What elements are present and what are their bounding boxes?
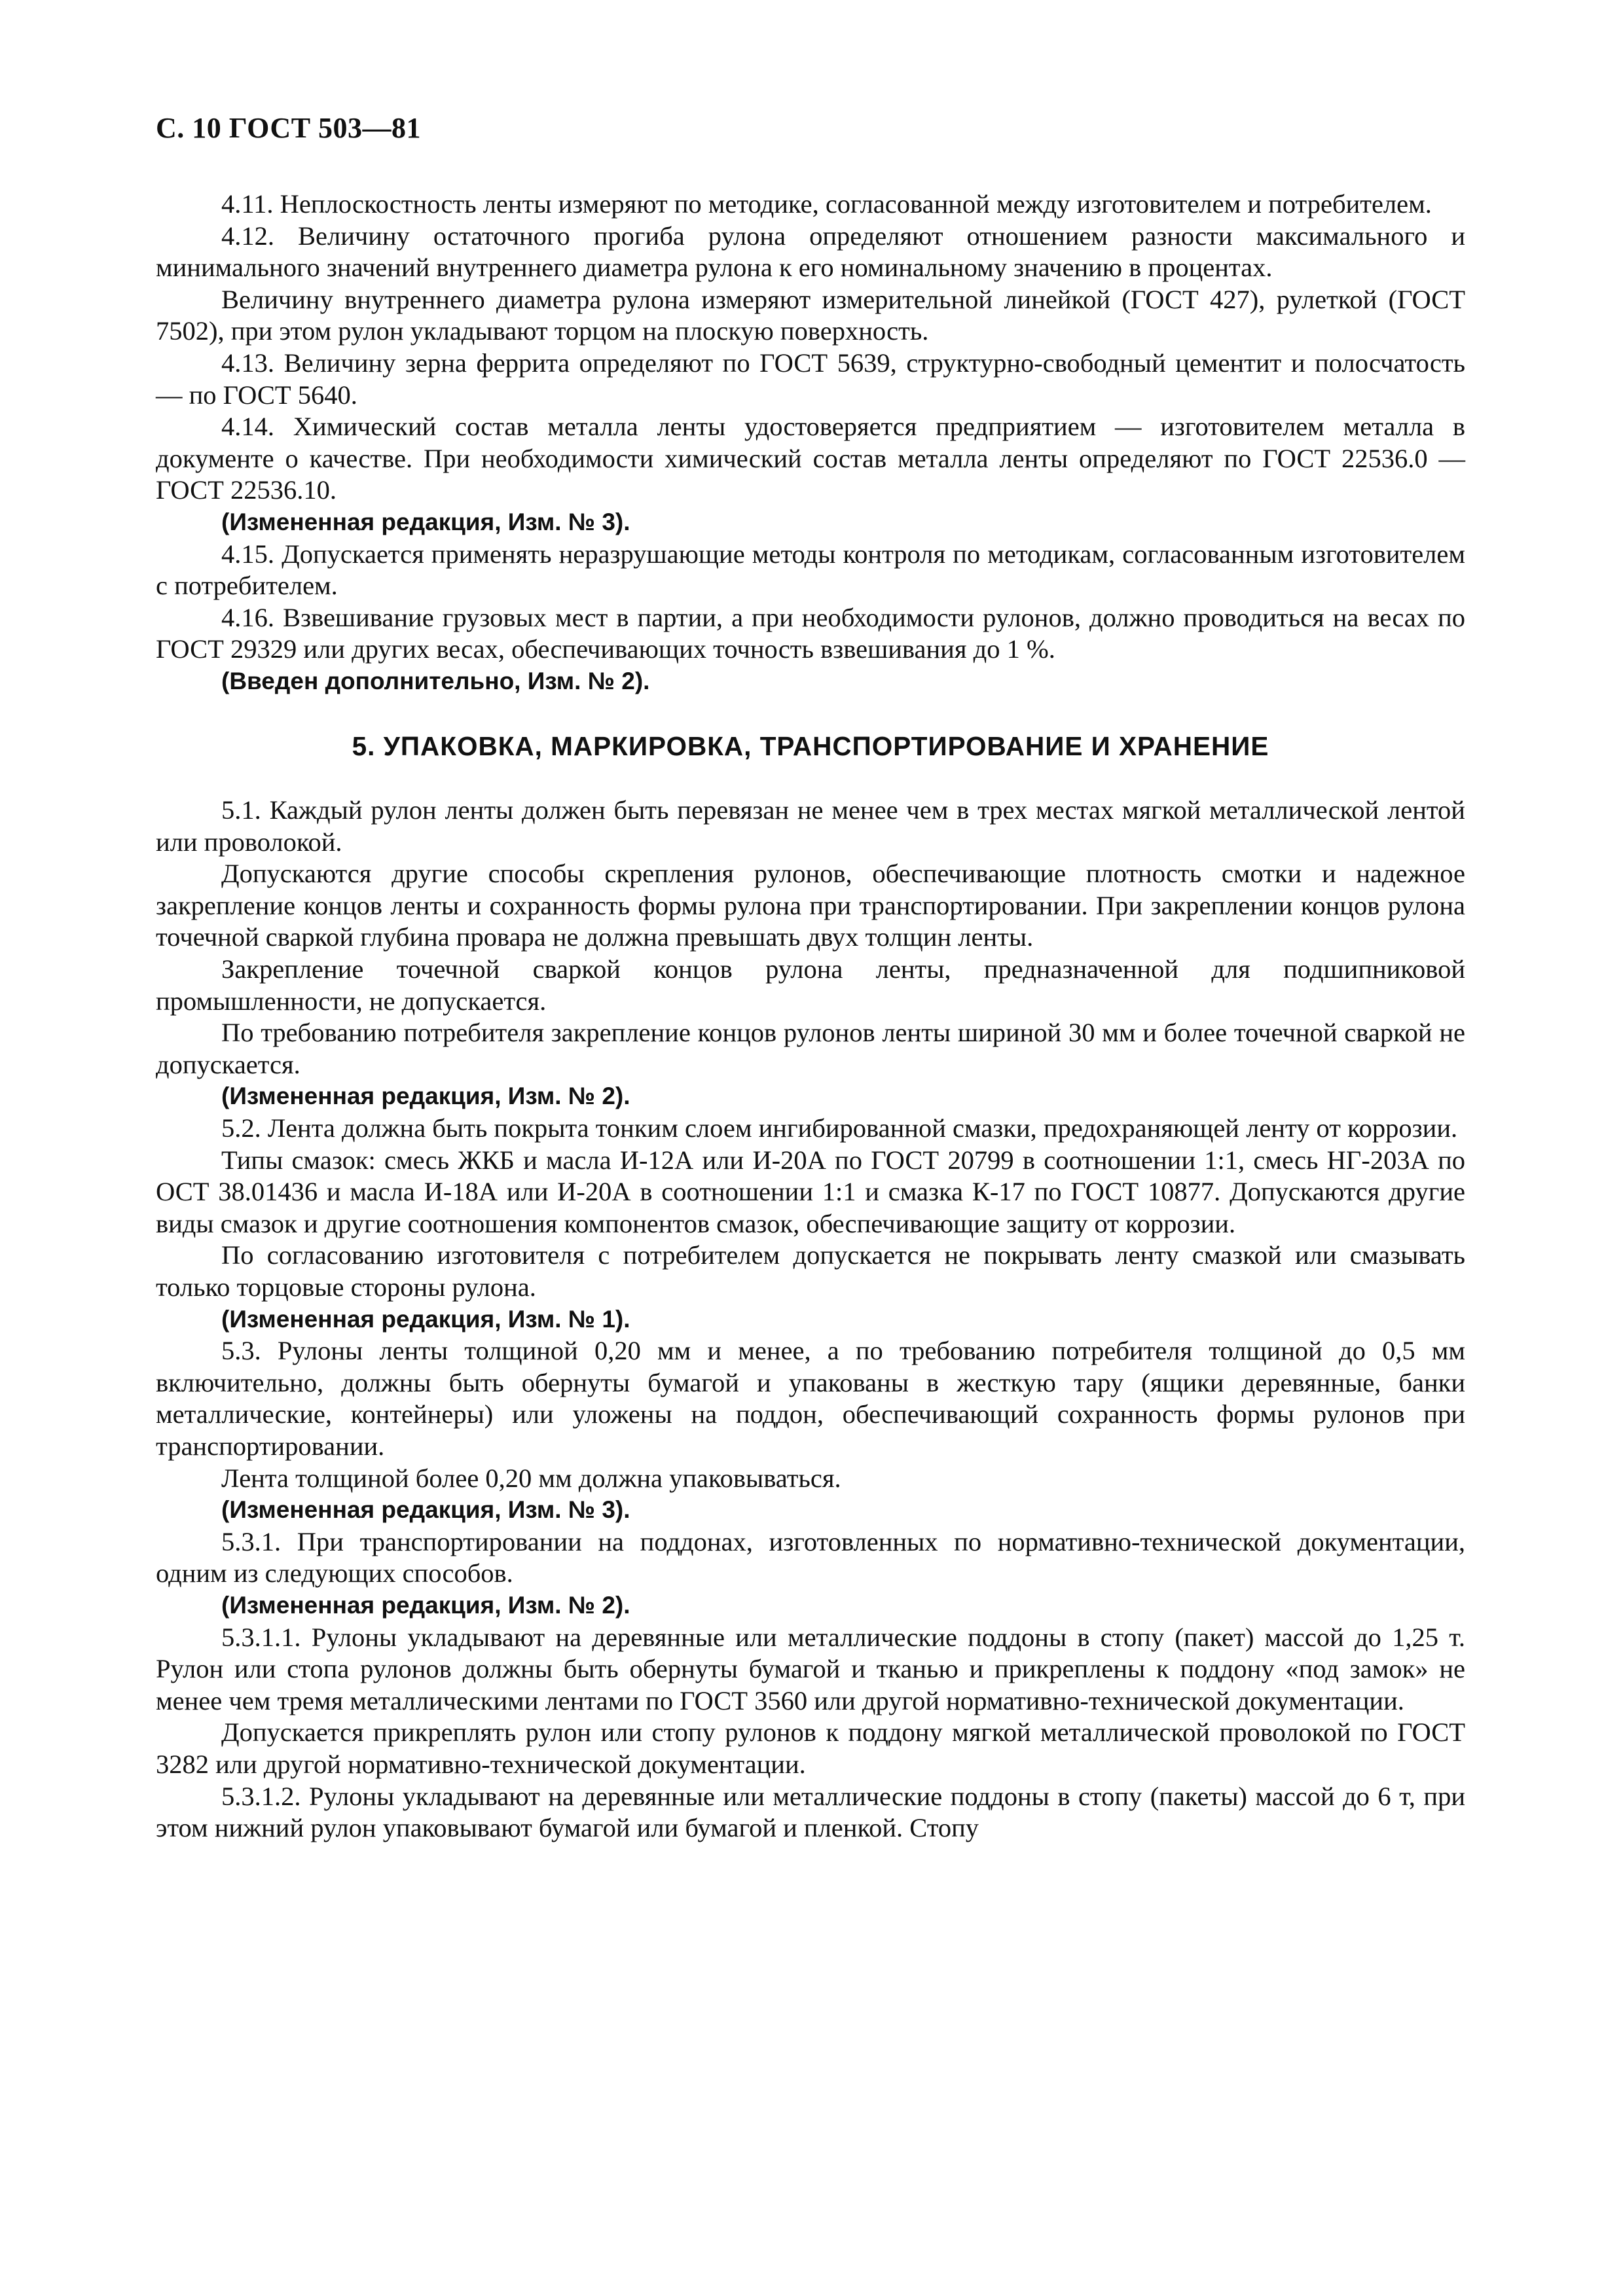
paragraph: Типы смазок: смесь ЖКБ и масла И-12А или И-20А по ГОСТ 20799 в соотношении 1:1, смесь НГ-203А по ОСТ 38.01436 и масла И-18А или И-20А в соотношении 1:1 и смазка К-17 по ГОСТ 10877. Допускаются другие виды смазок и другие соотношения компонентов смазок, обеспечивающие защиту от коррозии.: [156, 1145, 1465, 1238]
paragraph: 4.14. Химический состав металла ленты удостоверяется предприятием — изготовителем металла в документе о качестве. При необходимости химический состав металла ленты определяют по ГОСТ 22536.0 — ГОСТ 22536.10.: [156, 412, 1465, 505]
page-content: [156, 188, 1465, 1844]
amendment-note: (Введен дополнительно, Изм. № 2).: [221, 667, 650, 694]
paragraph: Закрепление точечной сваркой концов рулона ленты, предназначенной для подшипниковой промышленности, не допускается.: [156, 954, 1465, 1016]
amendment-note: (Измененная редакция, Изм. № 1).: [221, 1305, 630, 1333]
paragraph: Допускается прикреплять рулон или стопу рулонов к поддону мягкой металлической проволокой по ГОСТ 3282 или другой нормативно-технической документации.: [156, 1717, 1465, 1779]
section-title: 5. УПАКОВКА, МАРКИРОВКА, ТРАНСПОРТИРОВАНИЕ И ХРАНЕНИЕ: [352, 730, 1269, 761]
amendment-note: (Измененная редакция, Изм. № 3).: [221, 1496, 630, 1524]
paragraph: 5.3. Рулоны ленты толщиной 0,20 мм и менее, а по требованию потребителя толщиной до 0,5 мм включительно, должны быть обернуты бумагой и упакованы в жесткую тару (ящики деревянные, банки металлические, контейнеры) или уложены на поддон, обеспечивающий сохранность формы рулонов при транспортировании.: [156, 1336, 1465, 1461]
paragraph: 5.3.1. При транспортировании на поддонах, изготовленных по нормативно-технической документации, одним из следующих способов.: [156, 1526, 1465, 1588]
paragraph: 4.11. Неплоскостность ленты измеряют по методике, согласованной между изготовителем и потребителем.: [221, 189, 1432, 219]
amendment-note: (Измененная редакция, Изм. № 2).: [221, 1591, 630, 1619]
paragraph: Допускаются другие способы скрепления рулонов, обеспечивающие плотность смотки и надежное закрепление концов ленты и сохранность формы рулона при транспортировании. При закреплении концов рулона точечной сваркой глубина провара не должна превышать двух толщин ленты.: [156, 859, 1465, 952]
amendment-note: (Измененная редакция, Изм. № 2).: [221, 1083, 630, 1110]
paragraph: 5.1. Каждый рулон ленты должен быть перевязан не менее чем в трех местах мягкой металлической лентой или проволокой.: [156, 795, 1465, 857]
paragraph: По требованию потребителя закрепление концов рулонов ленты шириной 30 мм и более точечной сваркой не допускается.: [156, 1018, 1465, 1079]
paragraph: По согласованию изготовителя с потребителем допускается не покрывать ленту смазкой или смазывать только торцовые стороны рулона.: [156, 1240, 1465, 1302]
section-4-tail: [156, 188, 1465, 698]
paragraph: 4.16. Взвешивание грузовых мест в партии, а при необходимости рулонов, должно проводиться на весах по ГОСТ 29329 или других весах, обеспечивающих точность взвешивания до 1 %.: [156, 602, 1465, 664]
amendment-note: (Измененная редакция, Изм. № 3).: [221, 508, 630, 535]
section-5-body: [156, 795, 1465, 1844]
paragraph: 4.15. Допускается применять неразрушающие методы контроля по методикам, согласованным изготовителем с потребителем.: [156, 539, 1465, 601]
paragraph: Величину внутреннего диаметра рулона измеряют измерительной линейкой (ГОСТ 427), рулеткой (ГОСТ 7502), при этом рулон укладывают торцом на плоскую поверхность.: [156, 284, 1465, 346]
paragraph: 5.3.1.1. Рулоны укладывают на деревянные или металлические поддоны в стопу (пакет) массой до 1,25 т. Рулон или стопа рулонов должны быть обернуты бумагой и тканью и прикреплены к поддону «под замок» не менее чем тремя металлическими лентами по ГОСТ 3560 или другой нормативно-технической документации.: [156, 1622, 1465, 1715]
paragraph: 5.3.1.2. Рулоны укладывают на деревянные или металлические поддоны в стопу (пакеты) массой до 6 т, при этом нижний рулон упаковывают бумагой или бумагой и пленкой. Стопу: [156, 1781, 1465, 1843]
page-header: С. 10 ГОСТ 503—81: [156, 112, 422, 144]
paragraph: 5.2. Лента должна быть покрыта тонким слоем ингибированной смазки, предохраняющей ленту от коррозии.: [221, 1113, 1458, 1143]
paragraph: 4.12. Величину остаточного прогиба рулона определяют отношением разности максимального и минимального значений внутреннего диаметра рулона к его номинальному значению в процентах.: [156, 221, 1465, 283]
paragraph: Лента толщиной более 0,20 мм должна упаковываться.: [221, 1463, 841, 1493]
paragraph: 4.13. Величину зерна феррита определяют по ГОСТ 5639, структурно-свободный цементит и полосчатость — по ГОСТ 5640.: [156, 348, 1465, 410]
